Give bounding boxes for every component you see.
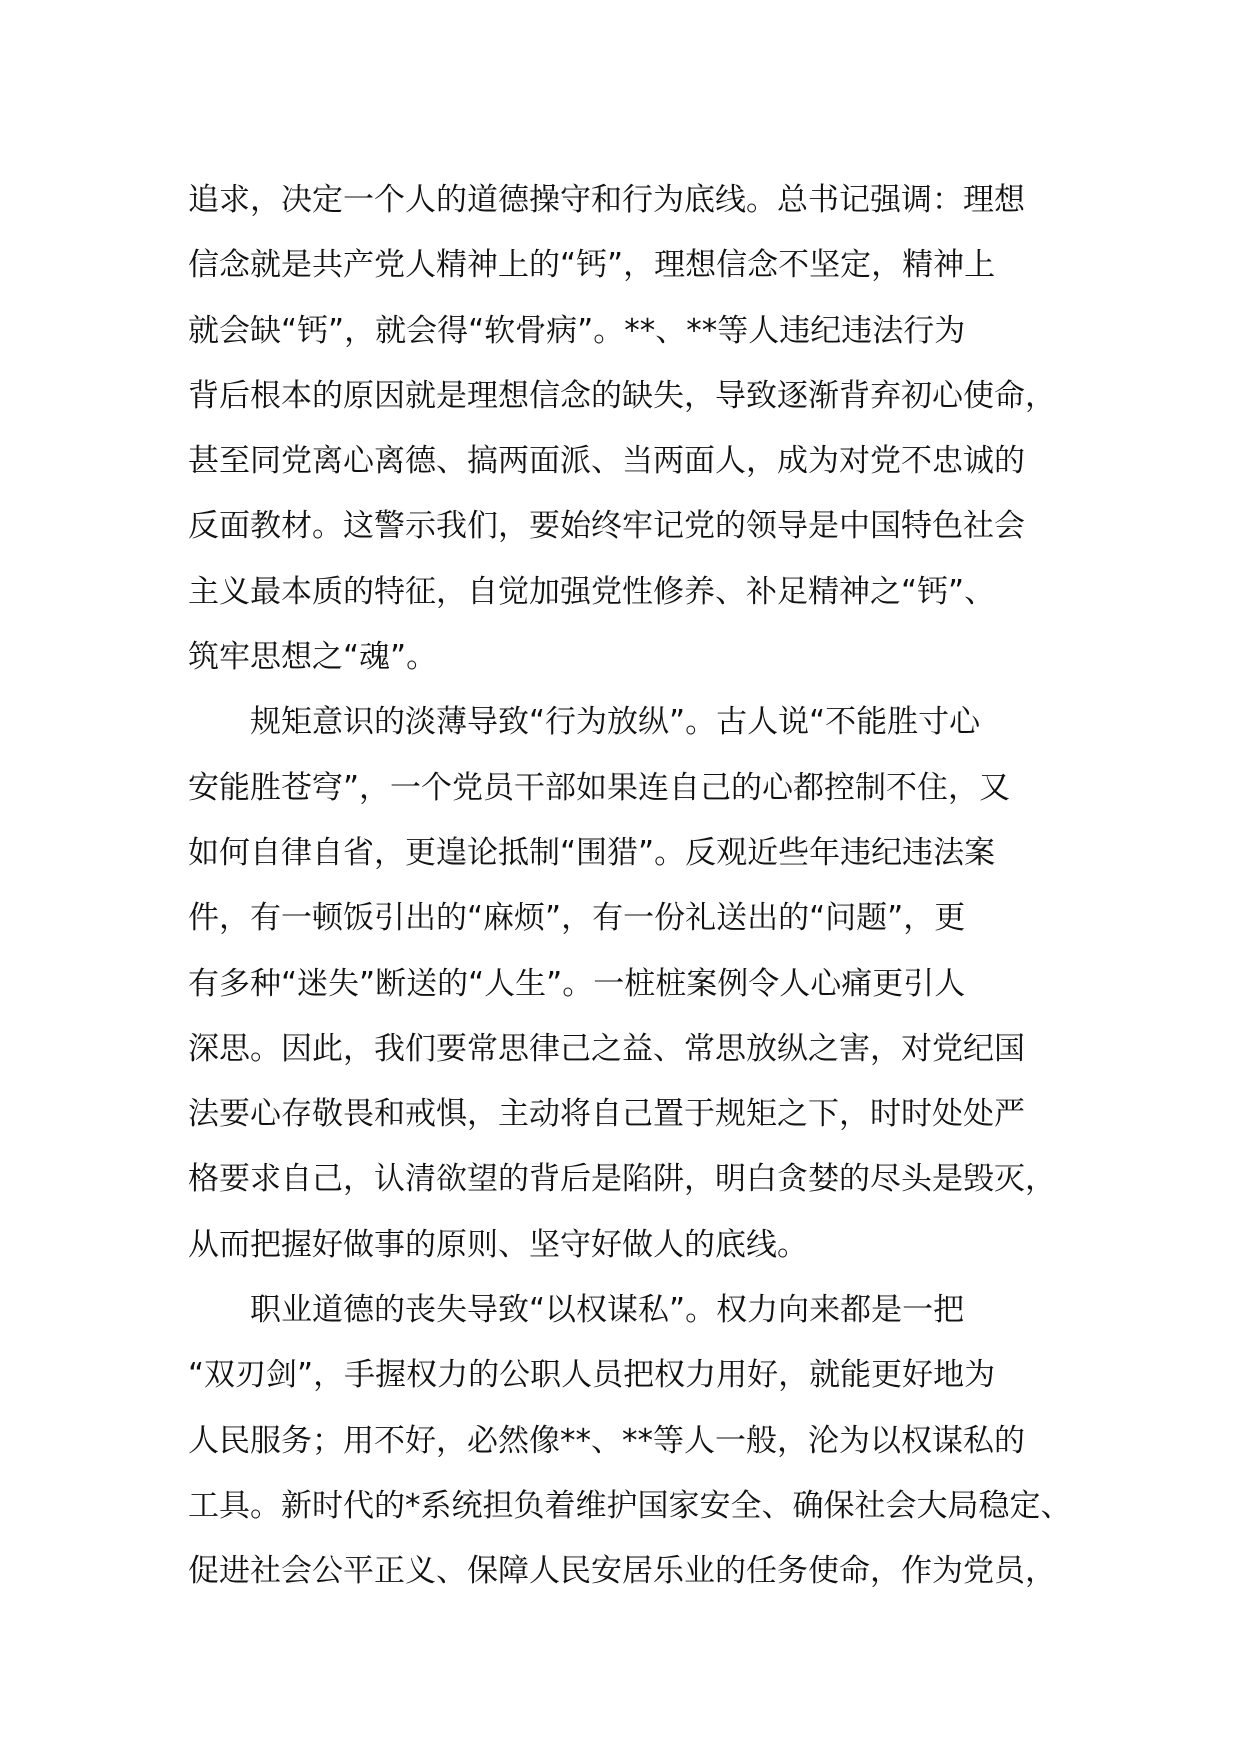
text-line: 从而把握好做事的原则、坚守好做人的底线。 — [188, 1226, 808, 1263]
text-line: 件，有一顿饭引出的“麻烦”，有一份礼送出的“问题”，更 — [188, 900, 966, 937]
text-line: 主义最本质的特征，自觉加强党性修养、补足精神之“钙”、 — [188, 573, 996, 610]
text-line: 筑牢思想之“魂”。 — [188, 639, 438, 676]
text-line: “双刃剑”，手握权力的公职人员把权力用好，就能更好地为 — [188, 1357, 996, 1394]
body-text — [188, 168, 1108, 1605]
text-line: 有多种“迷失”断送的“人生”。一桩桩案例令人心痛更引人 — [188, 965, 966, 1002]
text-line: 反面教材。这警示我们，要始终牢记党的领导是中国特色社会 — [188, 508, 1025, 545]
text-line: 深思。因此，我们要常思律己之益、常思放纵之害，对党纪国 — [188, 1030, 1025, 1067]
text-line: 追求，决定一个人的道德操守和行为底线。总书记强调：理想 — [188, 182, 1025, 218]
text-line: 人民服务；用不好，必然像**、**等人一般，沦为以权谋私的 — [188, 1422, 1025, 1459]
text-line: 法要心存敬畏和戒惧，主动将自己置于规矩之下，时时处处严 — [188, 1096, 1025, 1133]
text-line: 如何自律自省，更遑论抵制“围猎”。反观近些年违纪违法案 — [188, 834, 996, 871]
paragraph-first-line: 职业道德的丧失导致“以权谋私”。权力向来都是一把 — [250, 1292, 965, 1329]
text-line: 促进社会公平正义、保障人民安居乐业的任务使命，作为党员， — [188, 1553, 1056, 1590]
text-line: 背后根本的原因就是理想信念的缺失，导致逐渐背弃初心使命， — [188, 377, 1056, 414]
text-line: 格要求自己，认清欲望的背后是陷阱，明白贪婪的尽头是毁灭， — [188, 1161, 1056, 1198]
text-line: 信念就是共产党人精神上的“钙”，理想信念不坚定，精神上 — [188, 247, 996, 284]
text-line: 工具。新时代的*系统担负着维护国家安全、确保社会大局稳定、 — [188, 1487, 1072, 1524]
paragraph-first-line: 规矩意识的淡薄导致“行为放纵”。古人说“不能胜寸心 — [250, 704, 981, 741]
text-line: 安能胜苍穹”，一个党员干部如果连自己的心都控制不住，又 — [188, 769, 1011, 806]
text-line: 就会缺“钙”，就会得“软骨病”。**、**等人违纪违法行为 — [188, 312, 966, 349]
text-line: 甚至同党离心离德、搞两面派、当两面人，成为对党不忠诚的 — [188, 443, 1025, 480]
